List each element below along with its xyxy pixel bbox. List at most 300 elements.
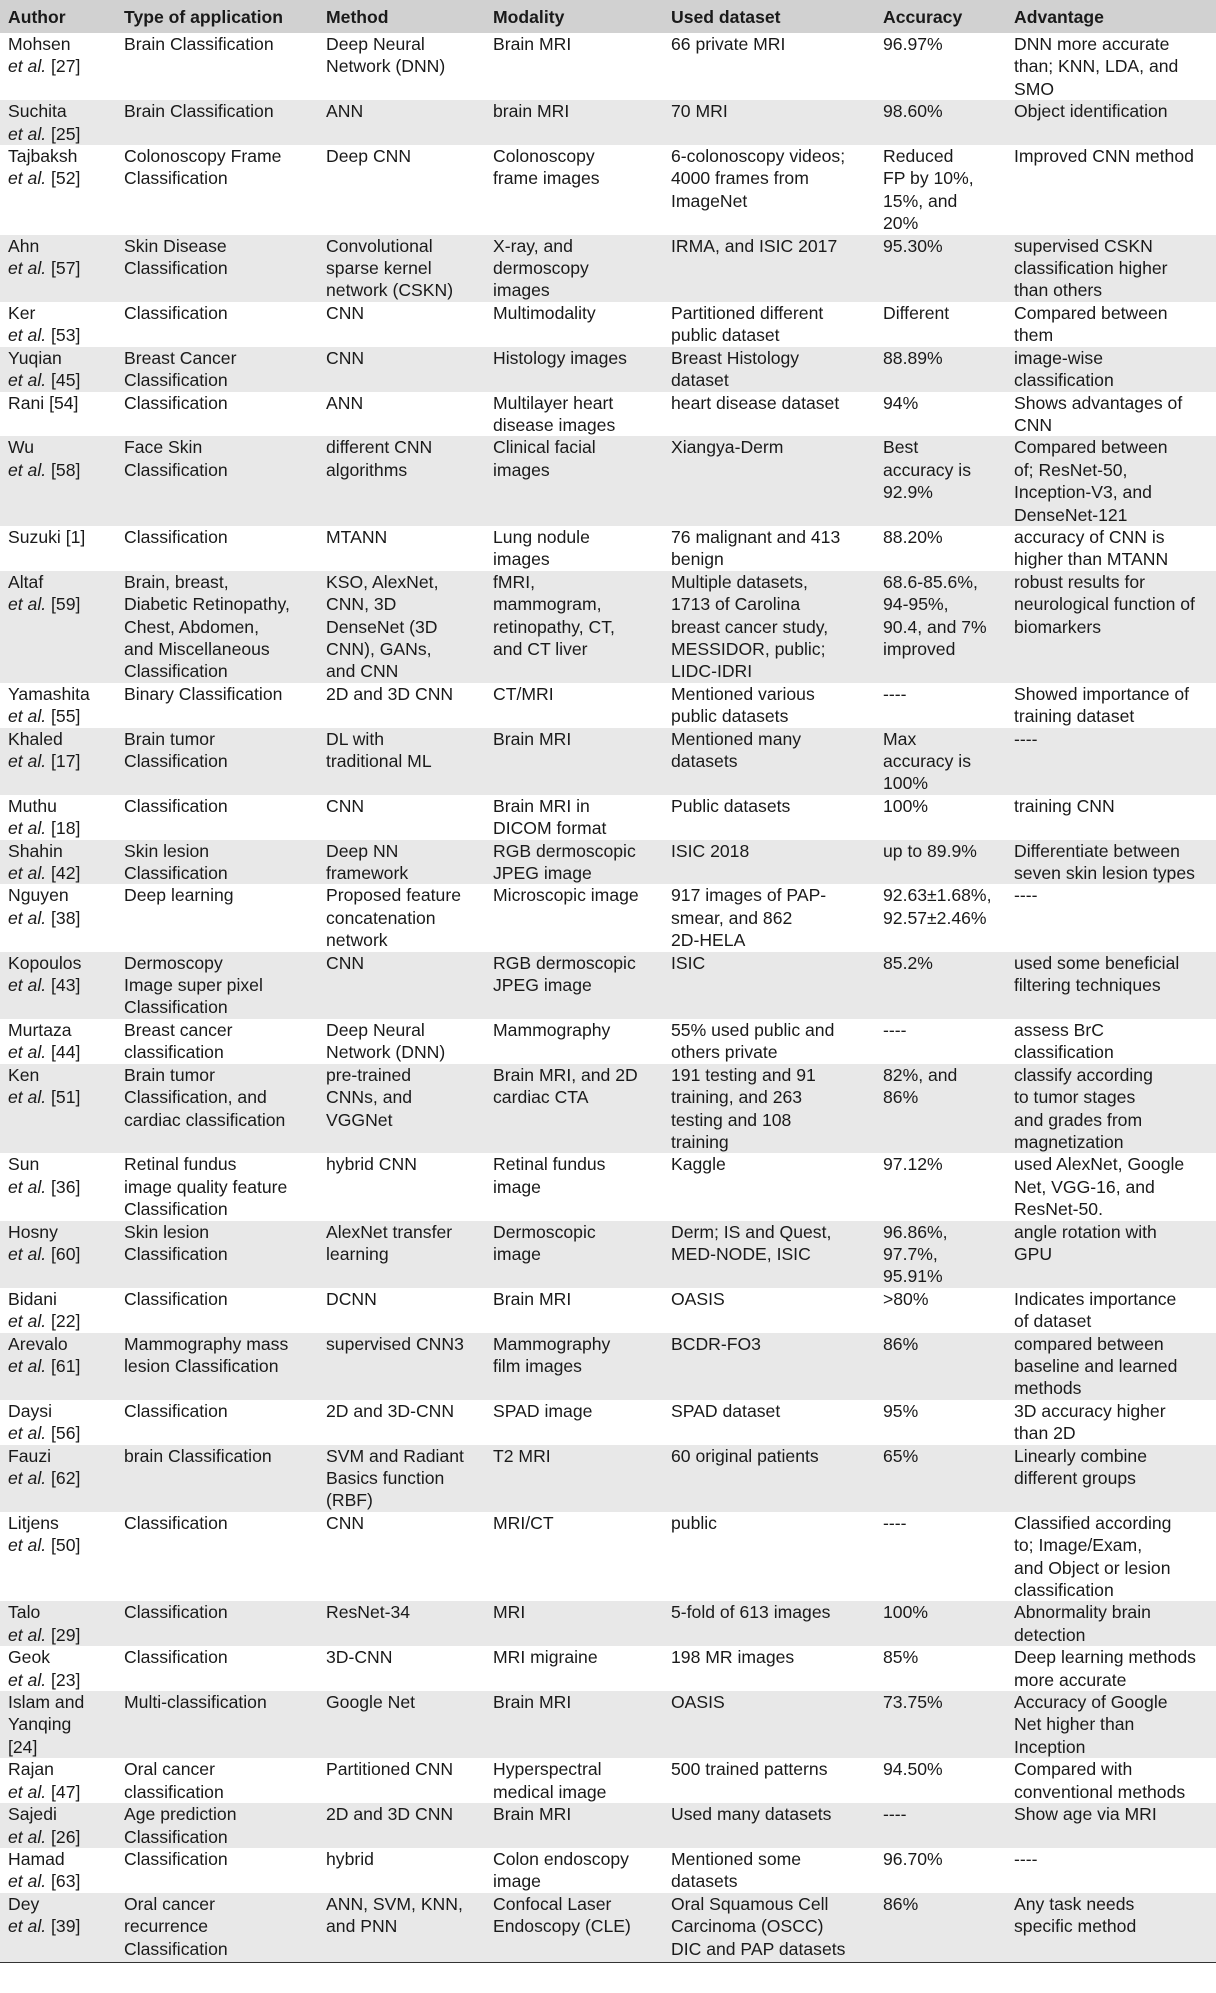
cell-line: Mentioned some bbox=[671, 1848, 802, 1869]
cell-line: et al. [22] bbox=[8, 1311, 81, 1332]
cell-used-dataset bbox=[663, 1803, 875, 1848]
cell-used-dataset bbox=[663, 1445, 875, 1512]
cell-line: SVM and Radiant bbox=[326, 1445, 464, 1466]
cell-type-of-application bbox=[116, 1691, 318, 1758]
cell-method bbox=[318, 1848, 485, 1893]
cell-line: JPEG image bbox=[493, 975, 592, 996]
cell-line: Hyperspectral bbox=[493, 1759, 602, 1780]
cell-used-dataset bbox=[663, 235, 875, 302]
cell-modality bbox=[485, 1153, 663, 1220]
cell-line: Murtaza bbox=[8, 1019, 72, 1040]
cell-accuracy bbox=[875, 1153, 1006, 1220]
table-row bbox=[0, 1288, 1216, 1333]
cell-author bbox=[0, 1691, 116, 1758]
cell-line: 55% used public and bbox=[671, 1019, 835, 1040]
cell-line: 500 trained patterns bbox=[671, 1759, 828, 1780]
cell-line: and Miscellaneous bbox=[124, 638, 270, 659]
cell-line: of; ResNet-50, bbox=[1014, 459, 1128, 480]
cell-line: Multi-classification bbox=[124, 1692, 267, 1713]
cell-line: Improved CNN method bbox=[1014, 146, 1194, 167]
cell-line: Showed importance of bbox=[1014, 683, 1190, 704]
cell-line: Classification bbox=[124, 1288, 228, 1309]
cell-line: Yuqian bbox=[8, 347, 62, 368]
cell-line: Altaf bbox=[8, 571, 44, 592]
cell-used-dataset bbox=[663, 145, 875, 235]
cell-line: Multiple datasets, bbox=[671, 571, 808, 592]
cell-line: Net, VGG-16, and bbox=[1014, 1176, 1155, 1197]
cell-line: Inception-V3, and bbox=[1014, 482, 1152, 503]
cell-used-dataset bbox=[663, 1848, 875, 1893]
cell-line: 15%, and bbox=[883, 190, 958, 211]
cell-line: to tumor stages bbox=[1014, 1087, 1136, 1108]
cell-advantage bbox=[1006, 1288, 1216, 1333]
cell-line: Deep NN bbox=[326, 840, 399, 861]
cell-method bbox=[318, 145, 485, 235]
cell-line: Partitioned different bbox=[671, 302, 824, 323]
cell-line: classify according bbox=[1014, 1064, 1153, 1085]
cell-line: et al. [60] bbox=[8, 1243, 81, 1264]
cell-line: ImageNet bbox=[671, 190, 748, 211]
cell-line: Retinal fundus bbox=[493, 1154, 606, 1175]
et-al-italic: et al. bbox=[8, 1871, 47, 1892]
cell-line: Compared with bbox=[1014, 1759, 1133, 1780]
et-al-italic: et al. bbox=[8, 168, 47, 189]
cell-line: Talo bbox=[8, 1602, 41, 1623]
cell-author bbox=[0, 1019, 116, 1064]
cell-line: 86% bbox=[883, 1087, 919, 1108]
cell-method bbox=[318, 33, 485, 100]
cell-accuracy bbox=[875, 1691, 1006, 1758]
cell-method bbox=[318, 1288, 485, 1333]
cell-line: Brain, breast, bbox=[124, 571, 229, 592]
cell-line: DNN more accurate bbox=[1014, 34, 1170, 54]
cell-line: image bbox=[493, 1871, 541, 1892]
cell-method bbox=[318, 1153, 485, 1220]
cell-modality bbox=[485, 1019, 663, 1064]
cell-line: Fauzi bbox=[8, 1445, 52, 1466]
cell-line: than; KNN, LDA, and bbox=[1014, 56, 1179, 77]
cell-line: Dermoscopic bbox=[493, 1221, 596, 1242]
cell-line: Mammography bbox=[493, 1019, 611, 1040]
cell-line: Retinal fundus bbox=[124, 1154, 237, 1175]
cell-modality bbox=[485, 1333, 663, 1400]
cell-method bbox=[318, 1893, 485, 1963]
cell-line: 917 images of PAP- bbox=[671, 885, 827, 906]
cell-line: 97.7%, bbox=[883, 1243, 938, 1264]
cell-line: film images bbox=[493, 1355, 582, 1376]
cell-line: SPAD image bbox=[493, 1400, 593, 1421]
cell-line: Sajedi bbox=[8, 1804, 57, 1825]
cell-author bbox=[0, 1064, 116, 1154]
cell-line: Xiangya-Derm bbox=[671, 437, 784, 458]
cell-used-dataset bbox=[663, 952, 875, 1019]
cell-line: training, and 263 bbox=[671, 1087, 803, 1108]
cell-advantage bbox=[1006, 1893, 1216, 1963]
table-row bbox=[0, 436, 1216, 526]
cell-method bbox=[318, 952, 485, 1019]
cell-line: datasets bbox=[671, 1871, 738, 1892]
cell-line: SPAD dataset bbox=[671, 1400, 781, 1421]
cell-author bbox=[0, 728, 116, 795]
cell-line: DICOM format bbox=[493, 818, 607, 839]
cell-modality bbox=[485, 1601, 663, 1646]
cell-line: Mammography mass bbox=[124, 1333, 289, 1354]
cell-line: Brain MRI bbox=[493, 1288, 572, 1309]
cell-line: classification higher bbox=[1014, 258, 1168, 279]
cell-line: 76 malignant and 413 bbox=[671, 526, 841, 547]
table-row bbox=[0, 1803, 1216, 1848]
cell-line: 95% bbox=[883, 1400, 919, 1421]
cell-line: Skin Disease bbox=[124, 235, 227, 256]
cell-line: filtering techniques bbox=[1014, 975, 1161, 996]
cell-author bbox=[0, 100, 116, 145]
cell-line: Net higher than bbox=[1014, 1714, 1135, 1735]
cell-line: Dey bbox=[8, 1893, 40, 1914]
table-row bbox=[0, 1893, 1216, 1963]
cell-line: ANN, SVM, KNN, bbox=[326, 1893, 463, 1914]
header-used-dataset: Used dataset bbox=[671, 6, 781, 27]
cell-line: accuracy of CNN is bbox=[1014, 526, 1165, 547]
cell-used-dataset bbox=[663, 347, 875, 392]
cell-modality bbox=[485, 683, 663, 728]
cell-line: 92.57±2.46% bbox=[883, 907, 987, 928]
cell-author bbox=[0, 1288, 116, 1333]
cell-used-dataset bbox=[663, 1064, 875, 1154]
cell-modality bbox=[485, 145, 663, 235]
cell-line: accuracy is bbox=[883, 459, 971, 480]
cell-line: hybrid bbox=[326, 1848, 374, 1869]
cell-advantage bbox=[1006, 1400, 1216, 1445]
cell-advantage bbox=[1006, 571, 1216, 683]
cell-used-dataset bbox=[663, 1691, 875, 1758]
cell-line: 3D accuracy higher bbox=[1014, 1400, 1166, 1421]
cell-type-of-application bbox=[116, 1445, 318, 1512]
cell-line: supervised CNN3 bbox=[326, 1333, 464, 1354]
et-al-italic: et al. bbox=[8, 1355, 47, 1376]
cell-method bbox=[318, 100, 485, 145]
table-row bbox=[0, 1512, 1216, 1602]
cell-accuracy bbox=[875, 683, 1006, 728]
cell-line: Shahin bbox=[8, 840, 63, 861]
cell-used-dataset bbox=[663, 840, 875, 885]
et-al-italic: et al. bbox=[8, 1042, 47, 1063]
cell-author bbox=[0, 683, 116, 728]
cell-author bbox=[0, 840, 116, 885]
cell-line: 70 MRI bbox=[671, 101, 728, 122]
cell-line: Mentioned various bbox=[671, 683, 815, 704]
cell-line: angle rotation with bbox=[1014, 1221, 1157, 1242]
cell-line: Partitioned CNN bbox=[326, 1759, 454, 1780]
cell-line: Classification bbox=[124, 459, 228, 480]
cell-type-of-application bbox=[116, 1512, 318, 1602]
cell-line: ISIC bbox=[671, 952, 706, 973]
cell-method bbox=[318, 302, 485, 347]
cell-method bbox=[318, 347, 485, 392]
cell-line: Chest, Abdomen, bbox=[124, 616, 259, 637]
cell-line: Derm; IS and Quest, bbox=[671, 1221, 832, 1242]
cell-line: Brain MRI bbox=[493, 1692, 572, 1713]
cell-line: 65% bbox=[883, 1445, 919, 1466]
cell-line: 96.86%, bbox=[883, 1221, 948, 1242]
cell-line: Brain tumor bbox=[124, 1064, 215, 1085]
table-row bbox=[0, 1019, 1216, 1064]
cell-line: Breast cancer bbox=[124, 1019, 233, 1040]
cell-line: CNN bbox=[1014, 414, 1053, 435]
cell-advantage bbox=[1006, 728, 1216, 795]
cell-advantage bbox=[1006, 1601, 1216, 1646]
table-row bbox=[0, 235, 1216, 302]
cell-author bbox=[0, 884, 116, 951]
cell-author bbox=[0, 1646, 116, 1691]
cell-author bbox=[0, 526, 116, 571]
cell-line: VGGNet bbox=[326, 1109, 393, 1130]
cell-method bbox=[318, 728, 485, 795]
cell-advantage bbox=[1006, 1064, 1216, 1154]
cell-line: Suchita bbox=[8, 101, 67, 122]
cell-line: 86% bbox=[883, 1893, 919, 1914]
et-al-italic: et al. bbox=[8, 1423, 47, 1444]
cell-line: ---- bbox=[883, 1019, 907, 1040]
cell-line: Show age via MRI bbox=[1014, 1804, 1157, 1825]
et-al-italic: et al. bbox=[8, 1826, 47, 1847]
cell-modality bbox=[485, 1288, 663, 1333]
cell-type-of-application bbox=[116, 1153, 318, 1220]
cell-line: Any task needs bbox=[1014, 1893, 1135, 1914]
cell-line: [24] bbox=[8, 1736, 38, 1757]
cell-line: et al. [38] bbox=[8, 907, 81, 928]
cell-line: learning bbox=[326, 1243, 389, 1264]
cell-line: Colon endoscopy bbox=[493, 1848, 629, 1869]
cell-line: CNN bbox=[326, 952, 365, 973]
cell-line: benign bbox=[671, 549, 724, 570]
cell-line: public datasets bbox=[671, 706, 789, 727]
cell-line: Breast Cancer bbox=[124, 347, 237, 368]
cell-accuracy bbox=[875, 1512, 1006, 1602]
cell-line: Islam and bbox=[8, 1692, 85, 1713]
et-al-italic: et al. bbox=[8, 863, 47, 884]
cell-line: 100% bbox=[883, 1602, 928, 1623]
table-row bbox=[0, 33, 1216, 100]
et-al-italic: et al. bbox=[8, 1624, 47, 1645]
cell-type-of-application bbox=[116, 436, 318, 526]
cell-used-dataset bbox=[663, 1512, 875, 1602]
cell-line: 60 original patients bbox=[671, 1445, 819, 1466]
cell-type-of-application bbox=[116, 728, 318, 795]
cell-line: up to 89.9% bbox=[883, 840, 977, 861]
cell-used-dataset bbox=[663, 728, 875, 795]
cell-line: MTANN bbox=[326, 526, 388, 547]
cell-accuracy bbox=[875, 1064, 1006, 1154]
et-al-italic: et al. bbox=[8, 1243, 47, 1264]
cell-modality bbox=[485, 1400, 663, 1445]
cell-line: dermoscopy bbox=[493, 258, 589, 279]
cell-author bbox=[0, 1803, 116, 1848]
cell-line: Deep learning methods bbox=[1014, 1647, 1196, 1668]
cell-line: ResNet-50. bbox=[1014, 1199, 1103, 1220]
cell-line: and CT liver bbox=[493, 638, 588, 659]
cell-advantage bbox=[1006, 100, 1216, 145]
cell-line: Face Skin bbox=[124, 437, 203, 458]
cell-used-dataset bbox=[663, 571, 875, 683]
cell-method bbox=[318, 1646, 485, 1691]
cell-line: Ahn bbox=[8, 235, 40, 256]
cell-modality bbox=[485, 302, 663, 347]
cell-line: et al. [55] bbox=[8, 706, 81, 727]
cell-line: images bbox=[493, 459, 550, 480]
cell-method bbox=[318, 235, 485, 302]
cell-type-of-application bbox=[116, 840, 318, 885]
et-al-italic: et al. bbox=[8, 751, 47, 771]
cell-line: Reduced bbox=[883, 146, 954, 167]
cell-accuracy bbox=[875, 145, 1006, 235]
cell-line: et al. [50] bbox=[8, 1535, 81, 1556]
cell-line: retinopathy, CT, bbox=[493, 616, 615, 637]
cell-type-of-application bbox=[116, 1064, 318, 1154]
cell-method bbox=[318, 1064, 485, 1154]
cell-line: 100% bbox=[883, 773, 928, 794]
cell-line: Clinical facial bbox=[493, 437, 596, 458]
cell-line: Tajbaksh bbox=[8, 146, 78, 167]
cell-advantage bbox=[1006, 436, 1216, 526]
cell-line: Brain Classification bbox=[124, 101, 274, 122]
cell-line: Kaggle bbox=[671, 1154, 726, 1175]
table-row bbox=[0, 392, 1216, 437]
cell-advantage bbox=[1006, 33, 1216, 100]
cell-author bbox=[0, 1848, 116, 1893]
cell-author bbox=[0, 33, 116, 100]
cell-line: hybrid CNN bbox=[326, 1154, 417, 1175]
cell-line: others private bbox=[671, 1042, 778, 1063]
cell-used-dataset bbox=[663, 1758, 875, 1803]
cell-modality bbox=[485, 1803, 663, 1848]
cell-line: Classification bbox=[124, 1602, 228, 1623]
cell-line: T2 MRI bbox=[493, 1445, 551, 1466]
cell-line: Endoscopy (CLE) bbox=[493, 1916, 631, 1937]
cell-author bbox=[0, 1445, 116, 1512]
table-row bbox=[0, 1221, 1216, 1288]
et-al-italic: et al. bbox=[8, 123, 47, 144]
cell-line: Muthu bbox=[8, 795, 57, 816]
cell-type-of-application bbox=[116, 1758, 318, 1803]
cell-line: cardiac CTA bbox=[493, 1087, 589, 1108]
cell-line: Classification bbox=[124, 1400, 228, 1421]
cell-method bbox=[318, 436, 485, 526]
cell-method bbox=[318, 392, 485, 437]
cell-line: Oral Squamous Cell bbox=[671, 1893, 829, 1914]
cell-used-dataset bbox=[663, 1333, 875, 1400]
cell-line: fMRI, bbox=[493, 571, 536, 592]
et-al-italic: et al. bbox=[8, 907, 47, 928]
cell-used-dataset bbox=[663, 683, 875, 728]
table-body bbox=[0, 33, 1216, 1962]
cell-type-of-application bbox=[116, 1333, 318, 1400]
cell-line: IRMA, and ISIC 2017 bbox=[671, 235, 838, 256]
cell-line: 94.50% bbox=[883, 1759, 943, 1780]
cell-modality bbox=[485, 392, 663, 437]
cell-advantage bbox=[1006, 1848, 1216, 1893]
cell-line: Network (DNN) bbox=[326, 1042, 446, 1063]
cell-line: OASIS bbox=[671, 1692, 725, 1713]
cell-line: MESSIDOR, public; bbox=[671, 638, 826, 659]
cell-method bbox=[318, 1601, 485, 1646]
cell-line: et al. [17] bbox=[8, 751, 81, 771]
cell-line: Classification bbox=[124, 168, 228, 189]
cell-modality bbox=[485, 347, 663, 392]
cell-line: Classification bbox=[124, 302, 228, 323]
cell-line: CNNs, and bbox=[326, 1087, 413, 1108]
cell-line: conventional methods bbox=[1014, 1781, 1186, 1802]
cell-line: than others bbox=[1014, 280, 1103, 301]
cell-line: Histology images bbox=[493, 347, 627, 368]
cell-line: Abnormality brain bbox=[1014, 1602, 1151, 1623]
cell-line: Arevalo bbox=[8, 1333, 68, 1354]
cell-line: classification bbox=[1014, 1042, 1114, 1063]
cell-line: Deep CNN bbox=[326, 146, 412, 167]
cell-line: JPEG image bbox=[493, 863, 592, 884]
cell-type-of-application bbox=[116, 884, 318, 951]
cell-line: classification bbox=[124, 1781, 224, 1802]
cell-line: et al. [57] bbox=[8, 258, 81, 279]
cell-line: Network (DNN) bbox=[326, 56, 446, 77]
cell-line: Carcinoma (OSCC) bbox=[671, 1916, 824, 1937]
cell-advantage bbox=[1006, 347, 1216, 392]
cell-line: ResNet-34 bbox=[326, 1602, 411, 1623]
cell-line: ANN bbox=[326, 392, 364, 413]
cell-line: DCNN bbox=[326, 1288, 377, 1309]
cell-line: et al. [56] bbox=[8, 1423, 81, 1444]
cell-line: Max bbox=[883, 728, 917, 749]
cell-modality bbox=[485, 436, 663, 526]
cell-line: Classification bbox=[124, 751, 228, 771]
cell-line: 2D-HELA bbox=[671, 930, 746, 951]
cell-line: Multilayer heart bbox=[493, 392, 614, 413]
cell-line: 90.4, and 7% bbox=[883, 616, 987, 637]
cell-line: Microscopic image bbox=[493, 885, 639, 906]
table-row bbox=[0, 1400, 1216, 1445]
cell-accuracy bbox=[875, 1893, 1006, 1963]
cell-author bbox=[0, 1400, 116, 1445]
cell-line: et al. [51] bbox=[8, 1087, 81, 1108]
cell-used-dataset bbox=[663, 1646, 875, 1691]
cell-line: Skin lesion bbox=[124, 840, 210, 861]
cell-method bbox=[318, 571, 485, 683]
cell-line: Brain MRI, and 2D bbox=[493, 1064, 638, 1085]
cell-line: Classification bbox=[124, 1938, 228, 1959]
cell-accuracy bbox=[875, 884, 1006, 951]
cell-line: robust results for bbox=[1014, 571, 1146, 592]
cell-line: specific method bbox=[1014, 1916, 1137, 1937]
cell-advantage bbox=[1006, 1221, 1216, 1288]
cell-type-of-application bbox=[116, 100, 318, 145]
cell-line: ---- bbox=[1014, 728, 1038, 749]
cell-line: 96.70% bbox=[883, 1848, 943, 1869]
cell-line: Compared between bbox=[1014, 437, 1168, 458]
cell-line: Classification bbox=[124, 1199, 228, 1220]
cell-line: Rani [54] bbox=[8, 392, 79, 413]
et-al-italic: et al. bbox=[8, 818, 47, 839]
cell-line: medical image bbox=[493, 1781, 607, 1802]
cell-line: Mentioned many bbox=[671, 728, 802, 749]
cell-used-dataset bbox=[663, 1400, 875, 1445]
cell-line: Suzuki [1] bbox=[8, 526, 86, 547]
cell-method bbox=[318, 1758, 485, 1803]
cell-advantage bbox=[1006, 302, 1216, 347]
cell-line: 92.63±1.68%, bbox=[883, 885, 992, 906]
cell-line: et al. [62] bbox=[8, 1468, 81, 1488]
cell-line: Age prediction bbox=[124, 1804, 237, 1825]
cell-line: 97.12% bbox=[883, 1154, 943, 1175]
cell-line: 20% bbox=[883, 213, 919, 234]
